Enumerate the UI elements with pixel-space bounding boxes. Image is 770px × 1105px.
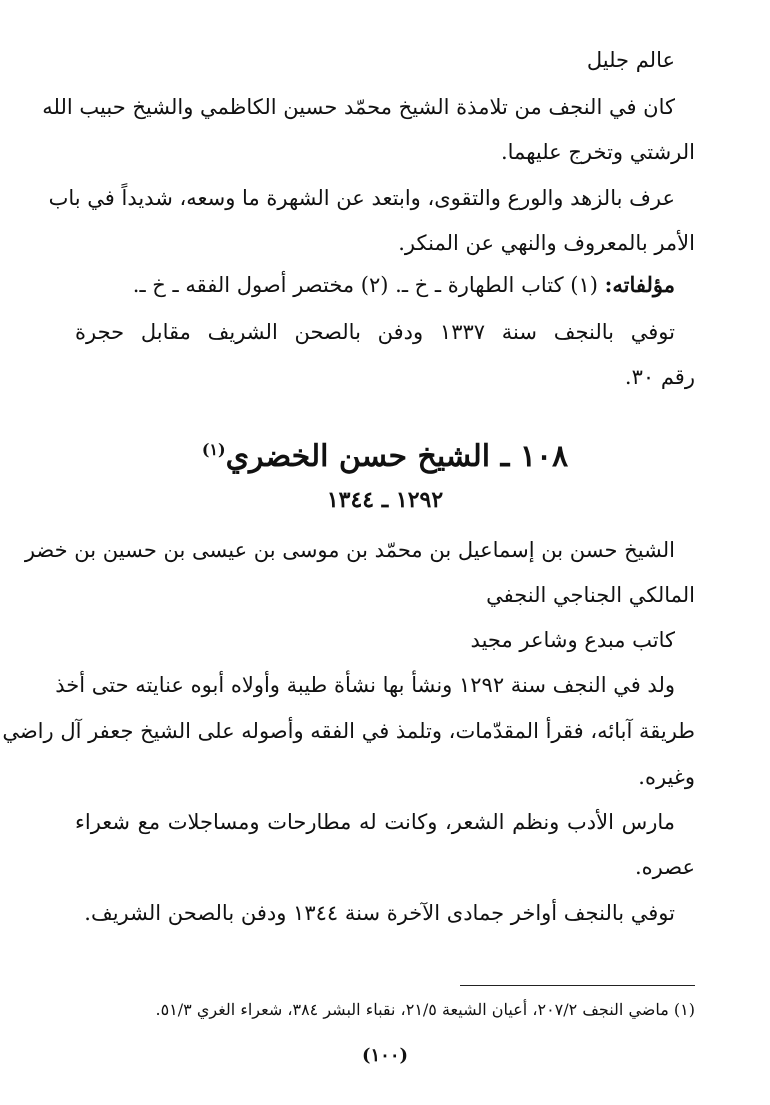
text-line: الرشتي وتخرج عليهما.	[500, 140, 695, 164]
text-line: رقم ٣٠.	[624, 365, 695, 389]
page-number: (١٠٠)	[361, 1045, 409, 1066]
text-line: وغيره.	[638, 765, 695, 789]
entry-dates: ١٢٩٢ ـ ١٣٤٤	[326, 487, 444, 513]
text-line: عالم جليل	[586, 48, 675, 72]
works-text: (١) كتاب الطهارة ـ خ ـ. (٢) مختصر أصول الفقه ـ خ ـ.	[132, 273, 598, 297]
works-label: مؤلفاته:	[604, 272, 675, 297]
text-line: مارس الأدب ونظم الشعر، وكانت له مطارحات ومساجلات مع شعراء	[75, 810, 675, 834]
text-line: طريقة آبائه، فقرأ المقدّمات، وتلمذ في الفقه وأصوله على الشيخ جعفر آل راضي	[2, 719, 695, 743]
entry-heading	[0, 430, 770, 477]
footnote-separator	[460, 985, 695, 986]
text-line: كاتب مبدع وشاعر مجيد	[470, 628, 675, 652]
text-line: توفي بالنجف سنة ١٣٣٧ ودفن بالصحن الشريف مقابل حجرة	[75, 320, 675, 344]
text-line: المالكي الجناجي النجفي	[486, 583, 695, 607]
text-line: عرف بالزهد والورع والتقوى، وابتعد عن الشهرة ما وسعه، شديداً في باب	[48, 186, 675, 210]
works-line	[75, 270, 675, 300]
footnote: (١) ماضي النجف ٢٠٧/٢، أعيان الشيعة ٢١/٥، نقباء البشر ٣٨٤، شعراء الغري ٥١/٣.	[155, 1000, 695, 1019]
entry-title: ١٠٨ ـ الشيخ حسن الخضري	[225, 439, 569, 474]
text-line: كان في النجف من تلامذة الشيخ محمّد حسين الكاظمي والشيخ حبيب الله	[42, 95, 675, 119]
text-line: توفي بالنجف أواخر جمادى الآخرة سنة ١٣٤٤ ودفن بالصحن الشريف.	[84, 901, 675, 925]
text-line: الأمر بالمعروف والنهي عن المنكر.	[398, 231, 695, 255]
text-line: عصره.	[634, 855, 695, 879]
footnote-ref: (١)	[201, 440, 226, 459]
text-line: ولد في النجف سنة ١٢٩٢ ونشأ بها نشأة طيبة وأولاه أبوه عنايته حتى أخذ	[55, 673, 675, 697]
text-line: الشيخ حسن بن إسماعيل بن محمّد بن موسى بن عيسى بن حسين بن خضر	[24, 538, 675, 562]
